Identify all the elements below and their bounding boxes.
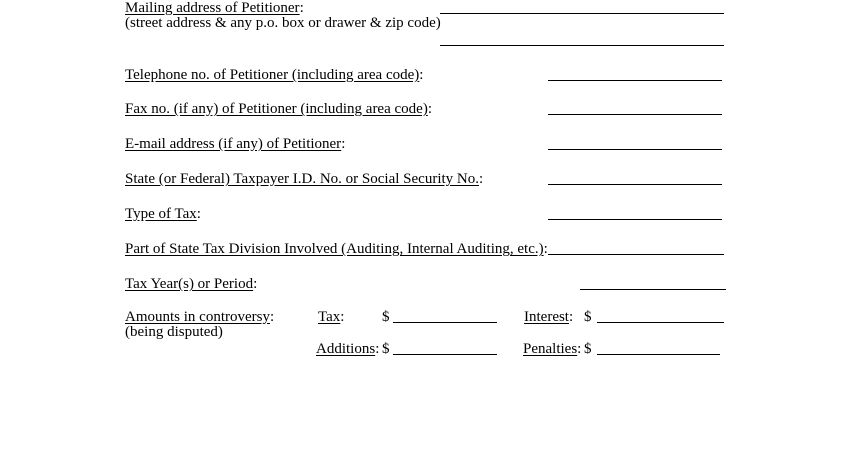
- telephone-field[interactable]: [548, 80, 722, 81]
- email-field[interactable]: [548, 149, 722, 150]
- fax-field[interactable]: [548, 114, 722, 115]
- taxpayer-id-label: State (or Federal) Taxpayer I.D. No. or Social Security No.:: [125, 171, 484, 187]
- division-label: Part of State Tax Division Involved (Auditing, Internal Auditing, etc.):: [125, 241, 548, 257]
- amounts-hint: (being disputed): [125, 324, 223, 340]
- mailing-address-label: Mailing address of Petitioner:: [125, 0, 304, 16]
- tax-dollar-sign: $: [382, 309, 390, 325]
- interest-amount-label: Interest:: [524, 309, 574, 325]
- tax-amount-field[interactable]: [393, 322, 497, 323]
- type-of-tax-field[interactable]: [548, 219, 722, 220]
- additions-dollar-sign: $: [382, 341, 390, 357]
- mailing-address-line-1[interactable]: [440, 13, 724, 14]
- division-field[interactable]: [548, 254, 724, 255]
- tax-year-label: Tax Year(s) or Period:: [125, 276, 258, 292]
- penalties-dollar-sign: $: [584, 341, 592, 357]
- mailing-address-hint: (street address & any p.o. box or drawer & zip code): [125, 15, 441, 31]
- penalties-amount-label: Penalties:: [523, 341, 582, 357]
- tax-year-field[interactable]: [580, 289, 726, 290]
- amounts-label: Amounts in controversy:: [125, 309, 275, 325]
- interest-amount-field[interactable]: [597, 322, 724, 323]
- additions-amount-field[interactable]: [393, 354, 497, 355]
- penalties-amount-field[interactable]: [597, 354, 720, 355]
- email-label: E-mail address (if any) of Petitioner:: [125, 136, 346, 152]
- taxpayer-id-field[interactable]: [548, 184, 722, 185]
- tax-amount-label: Tax:: [318, 309, 345, 325]
- telephone-label: Telephone no. of Petitioner (including area code):: [125, 67, 424, 83]
- additions-amount-label: Additions:: [316, 341, 380, 357]
- type-of-tax-label: Type of Tax:: [125, 206, 201, 222]
- interest-dollar-sign: $: [584, 309, 592, 325]
- fax-label: Fax no. (if any) of Petitioner (including area code):: [125, 101, 432, 117]
- mailing-address-line-2[interactable]: [440, 45, 724, 46]
